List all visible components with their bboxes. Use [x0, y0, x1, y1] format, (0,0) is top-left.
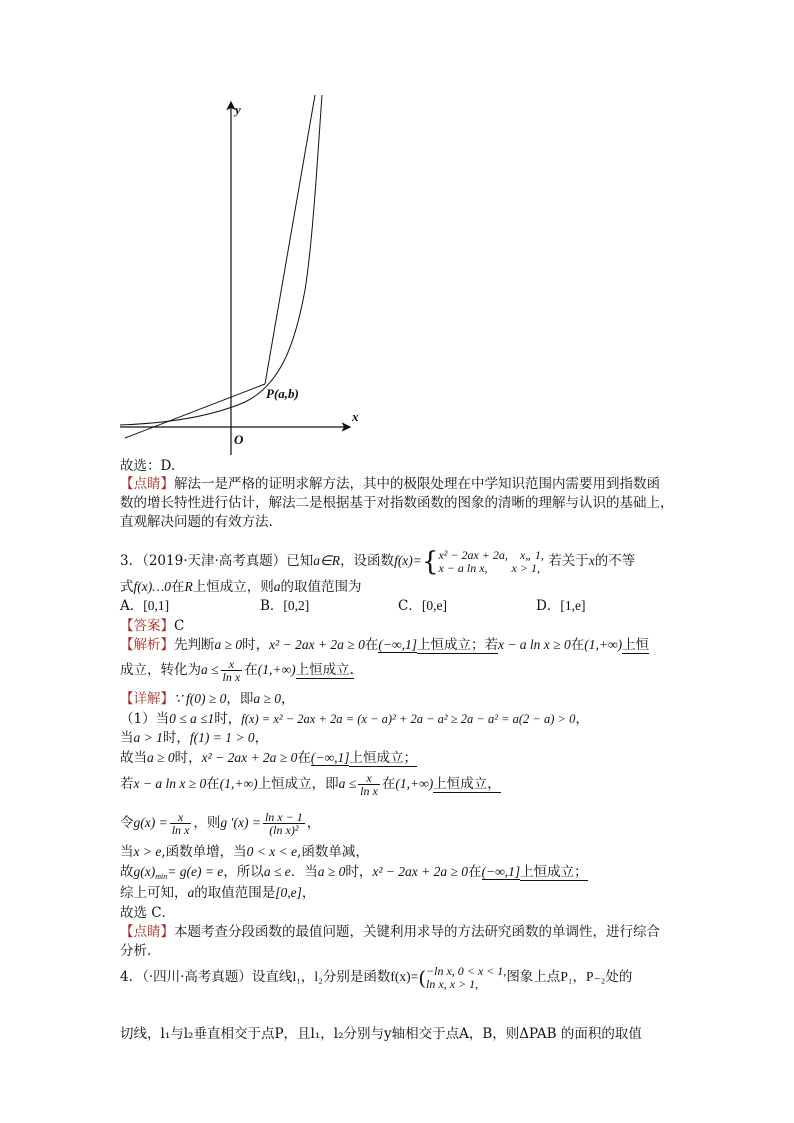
piecewise-function: x² − 2ax + 2a, x„ 1, x − a ln x, x > 1,	[438, 547, 544, 575]
comment2-line-2: 分析．	[120, 943, 161, 959]
detail-line-6: 令g(x) = $\frac{x}{\text{ln x}}$ ，则g ′(x) = $\frac{\text{ln x − 1}}{\text{(ln x)²}}$ ，	[120, 810, 321, 837]
question-3-line-1: 3．（2019·天津·高考真题）已知a∈R，设函数f(x)={ x² − 2ax + 2a, x„ 1, x − a ln x, x > 1, 若关于x的不等	[120, 546, 636, 577]
analysis-line-2: 成立，转化为a ≤ $\frac{x}{\text{ln x}}$ 在(1,+∞)上恒成立.	[120, 657, 354, 684]
answer-line: 故选：D.	[120, 458, 176, 474]
question-4-line-1: 4．（·四川·高考真题）设直线l₁，l₂分别是函数f(x)=( −ln x, 0 < x < 1, ln x, x > 1, 图象上点P₁，P₋₂处的	[120, 963, 633, 991]
comment-line-3: 直观解决问题的有效方法.	[120, 514, 273, 530]
question-4-line-2: 切线，l₁与l₂垂直相交于点P，且l₁，l₂分别与y轴相交于点A，B，则ΔPAB 的面积的取值	[120, 1026, 642, 1042]
origin-label: O	[234, 432, 244, 447]
x-axis-label: x	[352, 409, 359, 424]
detail-line-8: 故$g(x)_{min}= g(e) = e$，所以a ≤ e．当a ≥ 0时，x² − 2ax + 2a ≥ 0在(−∞,1]上恒成立；	[120, 864, 588, 881]
detail-line-10: 故选 C．	[120, 905, 176, 921]
detail-line-1: 【详解】∵ f(0) ≥ 0，即a ≥ 0，	[120, 691, 295, 707]
comment2-line-1: 【点睛】本题考查分段函数的最值问题，关键利用求导的方法研究函数的单调性，进行综合	[120, 924, 660, 940]
detail-line-2: （1）当0 ≤ a ≤1时，f(x) = x² − 2ax + 2a = (x − a)² + 2a − a² ≥ 2a − a² = a(2 − a) > 0，	[120, 711, 589, 727]
option-d[interactable]: D．[1,e]	[536, 598, 586, 614]
detail-line-4: 故当a ≥ 0时，x² − 2ax + 2a ≥ 0在(−∞,1]上恒成立；	[120, 750, 417, 766]
option-c[interactable]: C．[0,e]	[398, 598, 447, 614]
options-row	[120, 597, 590, 615]
comment-line-1: 【点睛】解法一是严格的证明求解方法，其中的极限处理在中学知识范围内需要用到指数函	[120, 476, 660, 492]
detail-line-7: 当x > e,函数单增，当0 < x < e,函数单减，	[120, 844, 369, 860]
tangent-line-2	[265, 95, 315, 384]
detail-line-9: 综上可知，a的取值范围是[0,e]，	[120, 885, 316, 901]
option-b[interactable]: B．[0,2]	[260, 598, 310, 614]
option-a[interactable]: A．[0,1]	[120, 598, 170, 614]
comment-line-2: 数的增长特性进行估计，解法二是根据基于对指数函数的图象的清晰的理解与认识的基础上，	[120, 495, 674, 511]
function-graph	[115, 90, 375, 460]
analysis-line-1: 【解析】先判断a ≥ 0时，x² − 2ax + 2a ≥ 0在(−∞,1]上恒成立；若x − a ln x ≥ 0在(1,+∞)上恒	[120, 637, 650, 653]
detail-line-3: 当a > 1时，f(1) = 1 > 0，	[120, 730, 269, 746]
exponential-curve	[120, 95, 322, 425]
point-p-label: P(a,b)	[266, 386, 299, 401]
piecewise-function-2: −ln x, 0 < x < 1, ln x, x > 1,	[426, 963, 507, 991]
tangent-line-1	[125, 384, 265, 438]
question-3-line-2: 式f(x)…0在R上恒成立，则a的取值范围为	[120, 579, 362, 595]
answer-tag-line: 【答案】C	[120, 618, 185, 634]
detail-line-5: 若x − a ln x ≥ 0在(1,+∞)上恒成立，即a ≤ $\frac{x}{\text{ln x}}$ 在(1,+∞)上恒成立，	[120, 771, 501, 798]
y-axis-label: y	[235, 102, 241, 117]
